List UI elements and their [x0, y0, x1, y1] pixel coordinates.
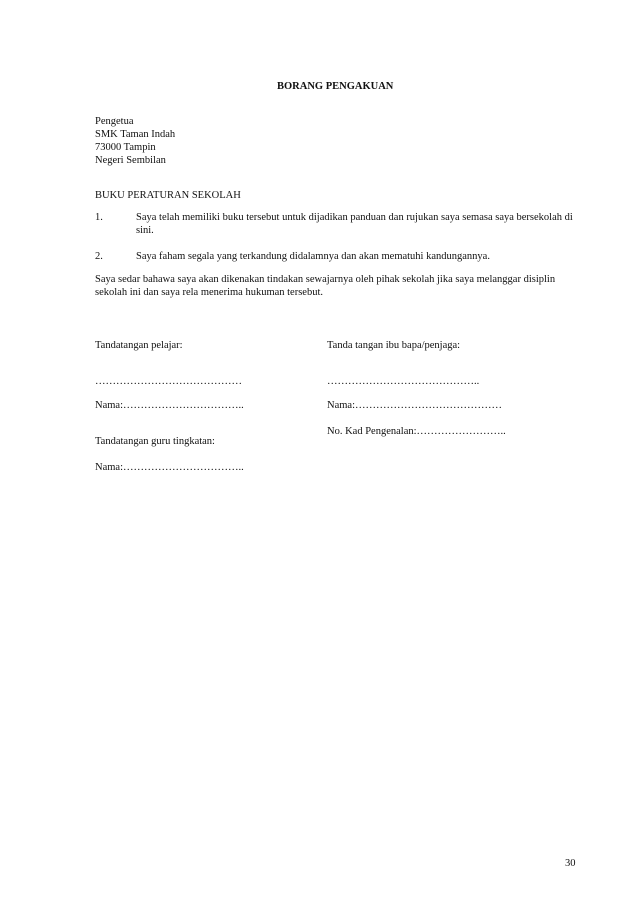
parent-name-field: Nama:…………………………………… [327, 400, 502, 411]
student-name-field: Nama:…………………………….. [95, 400, 244, 411]
address-line-1: Pengetua [95, 116, 134, 127]
parent-signature-line: …………………………………….. [327, 376, 480, 387]
address-line-3: 73000 Tampin [95, 142, 156, 153]
teacher-signature-label: Tandatangan guru tingkatan: [95, 436, 215, 447]
form-title: BORANG PENGAKUAN [277, 81, 394, 92]
item-2-number: 2. [95, 251, 103, 262]
teacher-name-field: Nama:…………………………….. [95, 462, 244, 473]
item-2-text: Saya faham segala yang terkandung didalamnya dan akan mematuhi kandungannya. [136, 251, 490, 262]
student-signature-line: …………………………………… [95, 376, 242, 387]
page-number: 30 [565, 858, 576, 869]
address-line-2: SMK Taman Indah [95, 129, 176, 140]
item-1-number: 1. [95, 212, 103, 223]
student-signature-label: Tandatangan pelajar: [95, 340, 183, 351]
address-line-4: Negeri Sembilan [95, 155, 166, 166]
section-heading: BUKU PERATURAN SEKOLAH [95, 190, 241, 201]
declaration-text: Saya sedar bahawa saya akan dikenakan tindakan sewajarnya oleh pihak sekolah jika saya melanggar disiplin sekolah ini dan saya rela menerima hukuman tersebut. [95, 274, 556, 298]
parent-signature-label: Tanda tangan ibu bapa/penjaga: [327, 340, 461, 351]
item-1-text: Saya telah memiliki buku tersebut untuk dijadikan panduan dan rujukan saya semasa saya bersekolah di sini. [136, 212, 573, 236]
parent-ic-field: No. Kad Pengenalan:…………………….. [327, 426, 506, 437]
